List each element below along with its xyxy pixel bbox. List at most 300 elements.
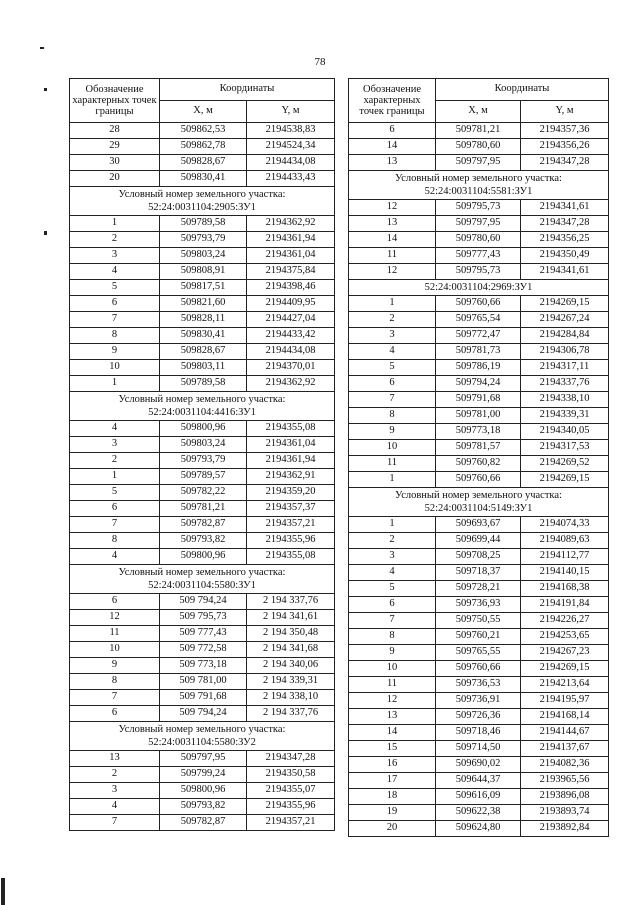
table-row bbox=[70, 232, 335, 248]
y-cell: 2194357,21 bbox=[247, 815, 335, 831]
point-cell: 29 bbox=[70, 139, 160, 155]
x-cell: 509 795,73 bbox=[160, 610, 247, 626]
y-cell: 2 194 337,76 bbox=[247, 706, 335, 722]
point-cell: 16 bbox=[349, 757, 436, 773]
section-row bbox=[70, 565, 335, 594]
table-row bbox=[349, 296, 609, 312]
x-cell: 509782,22 bbox=[160, 485, 247, 501]
table-row bbox=[349, 661, 609, 677]
table-row bbox=[349, 200, 609, 216]
table-row bbox=[349, 344, 609, 360]
x-cell: 509799,24 bbox=[160, 767, 247, 783]
table-row bbox=[70, 674, 335, 690]
section-row bbox=[70, 392, 335, 421]
point-cell: 9 bbox=[70, 344, 160, 360]
y-cell: 2194355,08 bbox=[247, 421, 335, 437]
point-cell: 13 bbox=[70, 751, 160, 767]
table-row bbox=[70, 767, 335, 783]
y-cell: 2 194 350,48 bbox=[247, 626, 335, 642]
y-cell: 2194137,67 bbox=[521, 741, 609, 757]
point-cell: 9 bbox=[349, 645, 436, 661]
point-cell: 5 bbox=[349, 360, 436, 376]
y-cell: 2194269,15 bbox=[521, 296, 609, 312]
table-row bbox=[349, 565, 609, 581]
point-cell: 7 bbox=[70, 690, 160, 706]
point-cell: 4 bbox=[70, 549, 160, 565]
point-cell: 4 bbox=[70, 421, 160, 437]
x-cell: 509777,43 bbox=[436, 248, 521, 264]
y-cell: 2194538,83 bbox=[247, 123, 335, 139]
table-row bbox=[70, 328, 335, 344]
point-cell: 5 bbox=[70, 485, 160, 501]
table-row bbox=[70, 155, 335, 171]
x-cell: 509644,37 bbox=[436, 773, 521, 789]
y-cell: 2194355,08 bbox=[247, 549, 335, 565]
x-cell: 509 772,58 bbox=[160, 642, 247, 658]
point-cell: 6 bbox=[70, 296, 160, 312]
point-cell: 3 bbox=[70, 437, 160, 453]
section-row bbox=[70, 187, 335, 216]
x-cell: 509780,60 bbox=[436, 232, 521, 248]
scan-mark bbox=[44, 88, 47, 91]
table-row bbox=[349, 533, 609, 549]
x-cell: 509 794,24 bbox=[160, 706, 247, 722]
point-cell: 3 bbox=[70, 248, 160, 264]
x-cell: 509789,57 bbox=[160, 469, 247, 485]
y-cell: 2194317,11 bbox=[521, 360, 609, 376]
y-cell: 2 194 337,76 bbox=[247, 594, 335, 610]
y-cell: 2194355,07 bbox=[247, 783, 335, 799]
y-cell: 2194195,97 bbox=[521, 693, 609, 709]
table-row bbox=[70, 216, 335, 232]
point-cell: 11 bbox=[349, 248, 436, 264]
x-cell: 509736,91 bbox=[436, 693, 521, 709]
table-row bbox=[349, 645, 609, 661]
table-row bbox=[349, 629, 609, 645]
point-cell: 3 bbox=[349, 328, 436, 344]
y-cell: 2194355,96 bbox=[247, 533, 335, 549]
point-cell: 5 bbox=[70, 280, 160, 296]
point-cell: 6 bbox=[70, 706, 160, 722]
section-title: Условный номер земельного участка: 52:24:0031104:4416:ЗУ1 bbox=[70, 392, 335, 421]
section-title: Условный номер земельного участка: 52:24:0031104:5149:ЗУ1 bbox=[349, 488, 609, 517]
x-cell: 509828,11 bbox=[160, 312, 247, 328]
y-cell: 2194434,08 bbox=[247, 155, 335, 171]
table-row bbox=[70, 312, 335, 328]
table-row bbox=[70, 642, 335, 658]
point-cell: 12 bbox=[349, 200, 436, 216]
header-coordinates: Координаты bbox=[160, 79, 335, 101]
table-row bbox=[349, 360, 609, 376]
point-cell: 14 bbox=[349, 725, 436, 741]
table-row bbox=[70, 171, 335, 187]
table-row bbox=[349, 725, 609, 741]
header-coordinates: Координаты bbox=[436, 79, 609, 101]
table-row bbox=[70, 706, 335, 722]
y-cell: 2194339,31 bbox=[521, 408, 609, 424]
x-cell: 509795,73 bbox=[436, 200, 521, 216]
table-row bbox=[70, 549, 335, 565]
scan-mark bbox=[44, 231, 47, 235]
x-cell: 509780,60 bbox=[436, 139, 521, 155]
table-row bbox=[349, 424, 609, 440]
x-cell: 509765,54 bbox=[436, 312, 521, 328]
table-row bbox=[70, 658, 335, 674]
point-cell: 4 bbox=[349, 565, 436, 581]
y-cell: 2194361,04 bbox=[247, 248, 335, 264]
point-cell: 10 bbox=[349, 440, 436, 456]
point-cell: 1 bbox=[349, 517, 436, 533]
table-row bbox=[349, 773, 609, 789]
point-cell: 2 bbox=[70, 453, 160, 469]
table-row bbox=[349, 581, 609, 597]
section-row bbox=[349, 488, 609, 517]
point-cell: 9 bbox=[349, 424, 436, 440]
table-row bbox=[70, 626, 335, 642]
x-cell: 509624,80 bbox=[436, 821, 521, 837]
x-cell: 509789,58 bbox=[160, 376, 247, 392]
section-title: Условный номер земельного участка: 52:24:0031104:5581:ЗУ1 bbox=[349, 171, 609, 200]
table-row bbox=[349, 216, 609, 232]
section-title: Условный номер земельного участка: 52:24:0031104:5580:ЗУ2 bbox=[70, 722, 335, 751]
point-cell: 15 bbox=[349, 741, 436, 757]
y-cell: 2194341,61 bbox=[521, 200, 609, 216]
table-row bbox=[349, 139, 609, 155]
x-cell: 509 777,43 bbox=[160, 626, 247, 642]
y-cell: 2 194 340,06 bbox=[247, 658, 335, 674]
y-cell: 2194356,25 bbox=[521, 232, 609, 248]
point-cell: 6 bbox=[349, 123, 436, 139]
y-cell: 2194359,20 bbox=[247, 485, 335, 501]
point-cell: 8 bbox=[70, 674, 160, 690]
y-cell: 2194317,53 bbox=[521, 440, 609, 456]
point-cell: 20 bbox=[349, 821, 436, 837]
table-row bbox=[70, 421, 335, 437]
table-row bbox=[349, 757, 609, 773]
y-cell: 2194409,95 bbox=[247, 296, 335, 312]
x-cell: 509793,82 bbox=[160, 799, 247, 815]
y-cell: 2194253,65 bbox=[521, 629, 609, 645]
y-cell: 2194350,58 bbox=[247, 767, 335, 783]
x-cell: 509718,37 bbox=[436, 565, 521, 581]
x-cell: 509781,21 bbox=[160, 501, 247, 517]
page-number: 78 bbox=[314, 56, 326, 68]
y-cell: 2194361,94 bbox=[247, 453, 335, 469]
point-cell: 8 bbox=[70, 328, 160, 344]
y-cell: 2194357,21 bbox=[247, 517, 335, 533]
y-cell: 2194213,64 bbox=[521, 677, 609, 693]
point-cell: 6 bbox=[70, 501, 160, 517]
header-x: X, м bbox=[160, 101, 247, 123]
point-cell: 11 bbox=[70, 626, 160, 642]
table-row bbox=[349, 155, 609, 171]
point-cell: 11 bbox=[349, 677, 436, 693]
table-row bbox=[70, 533, 335, 549]
y-cell: 2194357,37 bbox=[247, 501, 335, 517]
scan-mark bbox=[40, 47, 44, 49]
y-cell: 2194337,76 bbox=[521, 376, 609, 392]
header-point: Обозначение характерных точек границы bbox=[349, 79, 436, 123]
y-cell: 2194347,28 bbox=[247, 751, 335, 767]
x-cell: 509795,73 bbox=[436, 264, 521, 280]
y-cell: 2193896,08 bbox=[521, 789, 609, 805]
x-cell: 509760,66 bbox=[436, 296, 521, 312]
y-cell: 2194370,01 bbox=[247, 360, 335, 376]
x-cell: 509760,21 bbox=[436, 629, 521, 645]
x-cell: 509708,25 bbox=[436, 549, 521, 565]
y-cell: 2194427,04 bbox=[247, 312, 335, 328]
header-y: Y, м bbox=[247, 101, 335, 123]
point-cell: 4 bbox=[70, 264, 160, 280]
y-cell: 2194356,26 bbox=[521, 139, 609, 155]
y-cell: 2194112,77 bbox=[521, 549, 609, 565]
y-cell: 2194267,24 bbox=[521, 312, 609, 328]
point-cell: 2 bbox=[70, 232, 160, 248]
y-cell: 2 194 341,61 bbox=[247, 610, 335, 626]
point-cell: 6 bbox=[70, 594, 160, 610]
x-cell: 509765,55 bbox=[436, 645, 521, 661]
point-cell: 6 bbox=[349, 597, 436, 613]
point-cell: 19 bbox=[349, 805, 436, 821]
x-cell: 509828,67 bbox=[160, 155, 247, 171]
table-row bbox=[349, 597, 609, 613]
point-cell: 20 bbox=[70, 171, 160, 187]
y-cell: 2194191,84 bbox=[521, 597, 609, 613]
table-row bbox=[349, 264, 609, 280]
table-row bbox=[349, 789, 609, 805]
x-cell: 509862,53 bbox=[160, 123, 247, 139]
point-cell: 10 bbox=[70, 642, 160, 658]
point-cell: 6 bbox=[349, 376, 436, 392]
x-cell: 509781,73 bbox=[436, 344, 521, 360]
y-cell: 2194338,10 bbox=[521, 392, 609, 408]
point-cell: 13 bbox=[349, 155, 436, 171]
table-row bbox=[70, 296, 335, 312]
x-cell: 509786,19 bbox=[436, 360, 521, 376]
coordinates-table-left bbox=[69, 78, 335, 831]
x-cell: 509794,24 bbox=[436, 376, 521, 392]
y-cell: 2194269,15 bbox=[521, 661, 609, 677]
x-cell: 509 781,00 bbox=[160, 674, 247, 690]
point-cell: 1 bbox=[349, 472, 436, 488]
x-cell: 509699,44 bbox=[436, 533, 521, 549]
point-cell: 17 bbox=[349, 773, 436, 789]
y-cell: 2194398,46 bbox=[247, 280, 335, 296]
point-cell: 30 bbox=[70, 155, 160, 171]
point-cell: 2 bbox=[349, 533, 436, 549]
table-row bbox=[70, 453, 335, 469]
table-row bbox=[349, 408, 609, 424]
x-cell: 509793,79 bbox=[160, 453, 247, 469]
x-cell: 509797,95 bbox=[436, 216, 521, 232]
x-cell: 509793,79 bbox=[160, 232, 247, 248]
table-row bbox=[70, 690, 335, 706]
table-row bbox=[349, 472, 609, 488]
point-cell: 3 bbox=[70, 783, 160, 799]
x-cell: 509793,82 bbox=[160, 533, 247, 549]
point-cell: 28 bbox=[70, 123, 160, 139]
point-cell: 1 bbox=[349, 296, 436, 312]
x-cell: 509817,51 bbox=[160, 280, 247, 296]
point-cell: 1 bbox=[70, 469, 160, 485]
x-cell: 509718,46 bbox=[436, 725, 521, 741]
y-cell: 2 194 339,31 bbox=[247, 674, 335, 690]
x-cell: 509803,11 bbox=[160, 360, 247, 376]
x-cell: 509726,36 bbox=[436, 709, 521, 725]
x-cell: 509830,41 bbox=[160, 328, 247, 344]
y-cell: 2194355,96 bbox=[247, 799, 335, 815]
point-cell: 14 bbox=[349, 139, 436, 155]
header-x: X, м bbox=[436, 101, 521, 123]
table-row bbox=[349, 248, 609, 264]
point-cell: 8 bbox=[349, 629, 436, 645]
table-row bbox=[349, 709, 609, 725]
y-cell: 2194524,34 bbox=[247, 139, 335, 155]
point-cell: 7 bbox=[70, 815, 160, 831]
table-row bbox=[70, 376, 335, 392]
x-cell: 509690,02 bbox=[436, 757, 521, 773]
table-row bbox=[349, 392, 609, 408]
y-cell: 2194362,92 bbox=[247, 376, 335, 392]
point-cell: 12 bbox=[349, 264, 436, 280]
x-cell: 509791,68 bbox=[436, 392, 521, 408]
table-row bbox=[70, 264, 335, 280]
table-row bbox=[349, 677, 609, 693]
point-cell: 10 bbox=[349, 661, 436, 677]
table-row bbox=[349, 741, 609, 757]
point-cell: 1 bbox=[70, 216, 160, 232]
y-cell: 2194347,28 bbox=[521, 155, 609, 171]
table-row bbox=[349, 821, 609, 837]
scan-mark bbox=[1, 878, 5, 905]
x-cell: 509800,96 bbox=[160, 783, 247, 799]
section-title: Условный номер земельного участка: 52:24:0031104:5580:ЗУ1 bbox=[70, 565, 335, 594]
y-cell: 2193892,84 bbox=[521, 821, 609, 837]
y-cell: 2194144,67 bbox=[521, 725, 609, 741]
x-cell: 509782,87 bbox=[160, 815, 247, 831]
y-cell: 2194341,61 bbox=[521, 264, 609, 280]
x-cell: 509828,67 bbox=[160, 344, 247, 360]
y-cell: 2194140,15 bbox=[521, 565, 609, 581]
x-cell: 509797,95 bbox=[436, 155, 521, 171]
point-cell: 10 bbox=[70, 360, 160, 376]
section-row bbox=[70, 722, 335, 751]
y-cell: 2194074,33 bbox=[521, 517, 609, 533]
x-cell: 509622,38 bbox=[436, 805, 521, 821]
x-cell: 509808,91 bbox=[160, 264, 247, 280]
table-row bbox=[349, 123, 609, 139]
y-cell: 2194375,84 bbox=[247, 264, 335, 280]
y-cell: 2 194 341,68 bbox=[247, 642, 335, 658]
x-cell: 509616,09 bbox=[436, 789, 521, 805]
point-cell: 2 bbox=[349, 312, 436, 328]
table-row bbox=[349, 549, 609, 565]
y-cell: 2193965,56 bbox=[521, 773, 609, 789]
x-cell: 509803,24 bbox=[160, 437, 247, 453]
point-cell: 14 bbox=[349, 232, 436, 248]
y-cell: 2194433,43 bbox=[247, 171, 335, 187]
table-row bbox=[70, 485, 335, 501]
y-cell: 2194361,04 bbox=[247, 437, 335, 453]
point-cell: 7 bbox=[70, 517, 160, 533]
x-cell: 509781,21 bbox=[436, 123, 521, 139]
y-cell: 2194284,84 bbox=[521, 328, 609, 344]
table-row bbox=[349, 456, 609, 472]
table-row bbox=[70, 248, 335, 264]
x-cell: 509800,96 bbox=[160, 421, 247, 437]
x-cell: 509797,95 bbox=[160, 751, 247, 767]
point-cell: 7 bbox=[70, 312, 160, 328]
point-cell: 8 bbox=[70, 533, 160, 549]
point-cell: 11 bbox=[349, 456, 436, 472]
x-cell: 509 773,18 bbox=[160, 658, 247, 674]
y-cell: 2194168,38 bbox=[521, 581, 609, 597]
point-cell: 7 bbox=[349, 392, 436, 408]
x-cell: 509 794,24 bbox=[160, 594, 247, 610]
y-cell: 2194433,42 bbox=[247, 328, 335, 344]
y-cell: 2194269,15 bbox=[521, 472, 609, 488]
y-cell: 2194269,52 bbox=[521, 456, 609, 472]
x-cell: 509862,78 bbox=[160, 139, 247, 155]
x-cell: 509772,47 bbox=[436, 328, 521, 344]
point-cell: 9 bbox=[70, 658, 160, 674]
header-y: Y, м bbox=[521, 101, 609, 123]
table-row bbox=[70, 280, 335, 296]
x-cell: 509750,55 bbox=[436, 613, 521, 629]
point-cell: 13 bbox=[349, 709, 436, 725]
table-row bbox=[70, 815, 335, 831]
x-cell: 509 791,68 bbox=[160, 690, 247, 706]
y-cell: 2194434,08 bbox=[247, 344, 335, 360]
y-cell: 2194306,78 bbox=[521, 344, 609, 360]
point-cell: 8 bbox=[349, 408, 436, 424]
point-cell: 7 bbox=[349, 613, 436, 629]
point-cell: 18 bbox=[349, 789, 436, 805]
x-cell: 509781,57 bbox=[436, 440, 521, 456]
table-row bbox=[349, 805, 609, 821]
point-cell: 5 bbox=[349, 581, 436, 597]
table-row bbox=[349, 517, 609, 533]
x-cell: 509714,50 bbox=[436, 741, 521, 757]
table-row bbox=[70, 344, 335, 360]
table-row bbox=[70, 517, 335, 533]
section-row bbox=[349, 171, 609, 200]
section-title: 52:24:0031104:2969:ЗУ1 bbox=[349, 280, 609, 296]
section-title: Условный номер земельного участка: 52:24:0031104:2905:ЗУ1 bbox=[70, 187, 335, 216]
y-cell: 2194082,36 bbox=[521, 757, 609, 773]
x-cell: 509760,82 bbox=[436, 456, 521, 472]
x-cell: 509821,60 bbox=[160, 296, 247, 312]
table-row bbox=[349, 693, 609, 709]
point-cell: 12 bbox=[70, 610, 160, 626]
point-cell: 3 bbox=[349, 549, 436, 565]
x-cell: 509800,96 bbox=[160, 549, 247, 565]
y-cell: 2194347,28 bbox=[521, 216, 609, 232]
point-cell: 1 bbox=[70, 376, 160, 392]
table-row bbox=[70, 751, 335, 767]
table-row bbox=[349, 232, 609, 248]
y-cell: 2 194 338,10 bbox=[247, 690, 335, 706]
y-cell: 2194340,05 bbox=[521, 424, 609, 440]
x-cell: 509782,87 bbox=[160, 517, 247, 533]
y-cell: 2194357,36 bbox=[521, 123, 609, 139]
x-cell: 509736,93 bbox=[436, 597, 521, 613]
y-cell: 2194168,14 bbox=[521, 709, 609, 725]
x-cell: 509781,00 bbox=[436, 408, 521, 424]
table-row bbox=[70, 360, 335, 376]
table-row bbox=[70, 783, 335, 799]
y-cell: 2194362,91 bbox=[247, 469, 335, 485]
